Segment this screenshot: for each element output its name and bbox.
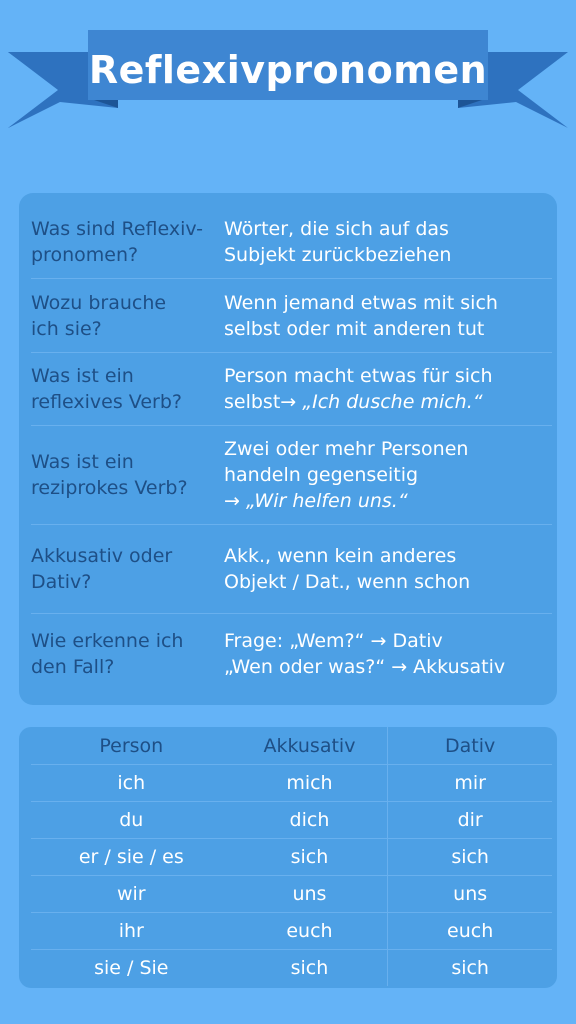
qa-card: [19, 193, 557, 705]
table-cell: dich: [289, 808, 330, 831]
table-header: Dativ: [387, 727, 552, 764]
page-title: Reflexivpronomen: [88, 48, 488, 92]
qa-question: Wie erkenne ich den Fall?: [31, 630, 184, 678]
qa-answer: Akk., wenn kein anderes Objekt / Dat., wenn schon: [224, 545, 471, 593]
pronoun-table: [19, 727, 557, 988]
table-header: Person: [99, 734, 164, 757]
table-row: [31, 949, 552, 986]
qa-question: Wozu brauche ich sie?: [31, 291, 167, 340]
table-header-row: [31, 727, 552, 765]
qa-answer: Frage: „Wem?“ → Dativ „Wen oder was?“ → Akkusativ: [224, 630, 506, 678]
title-banner: [0, 0, 576, 140]
table-header: Akkusativ: [263, 734, 356, 757]
table-cell: uns: [292, 882, 327, 905]
table-cell: du: [119, 808, 144, 831]
table-cell: er / sie / es: [78, 845, 184, 868]
table-cell: uns: [387, 875, 552, 912]
qa-row: [31, 426, 552, 525]
qa-question: Akkusativ oder Dativ?: [31, 545, 173, 593]
table-cell: ihr: [118, 919, 144, 942]
table-row: [31, 875, 552, 913]
table-cell: euch: [286, 919, 333, 942]
table-row: [31, 838, 552, 876]
table-cell: sich: [387, 949, 552, 986]
table-cell: wir: [116, 882, 146, 905]
table-cell: mich: [286, 771, 333, 794]
table-cell: dir: [387, 801, 552, 838]
table-cell: sich: [290, 956, 329, 979]
table-cell: sich: [290, 845, 329, 868]
qa-row: [31, 205, 552, 279]
table-cell: ich: [117, 771, 146, 794]
qa-row: [31, 525, 552, 614]
qa-answer: Person macht etwas für sich selbst→ „Ich dusche mich.“: [224, 365, 493, 413]
qa-row: [31, 614, 552, 694]
qa-question: Was ist ein reziprokes Verb?: [31, 451, 188, 499]
qa-question: Was ist ein reflexives Verb?: [31, 365, 182, 413]
table-cell: sie / Sie: [94, 956, 169, 979]
table-cell: euch: [387, 912, 552, 949]
qa-answer: Wenn jemand etwas mit sich selbst oder mit anderen tut: [224, 291, 498, 340]
qa-question: Was sind Reflexiv- pronomen?: [31, 217, 203, 266]
qa-row: [31, 279, 552, 353]
table-cell: mir: [387, 764, 552, 801]
qa-answer: Wörter, die sich auf das Subjekt zurückbeziehen: [224, 217, 452, 266]
table-row: [31, 801, 552, 839]
table-cell: sich: [387, 838, 552, 875]
table-row: [31, 764, 552, 802]
qa-row: [31, 353, 552, 426]
qa-answer: Zwei oder mehr Personen handeln gegenseitig → „Wir helfen uns.“: [224, 438, 469, 512]
table-row: [31, 912, 552, 950]
